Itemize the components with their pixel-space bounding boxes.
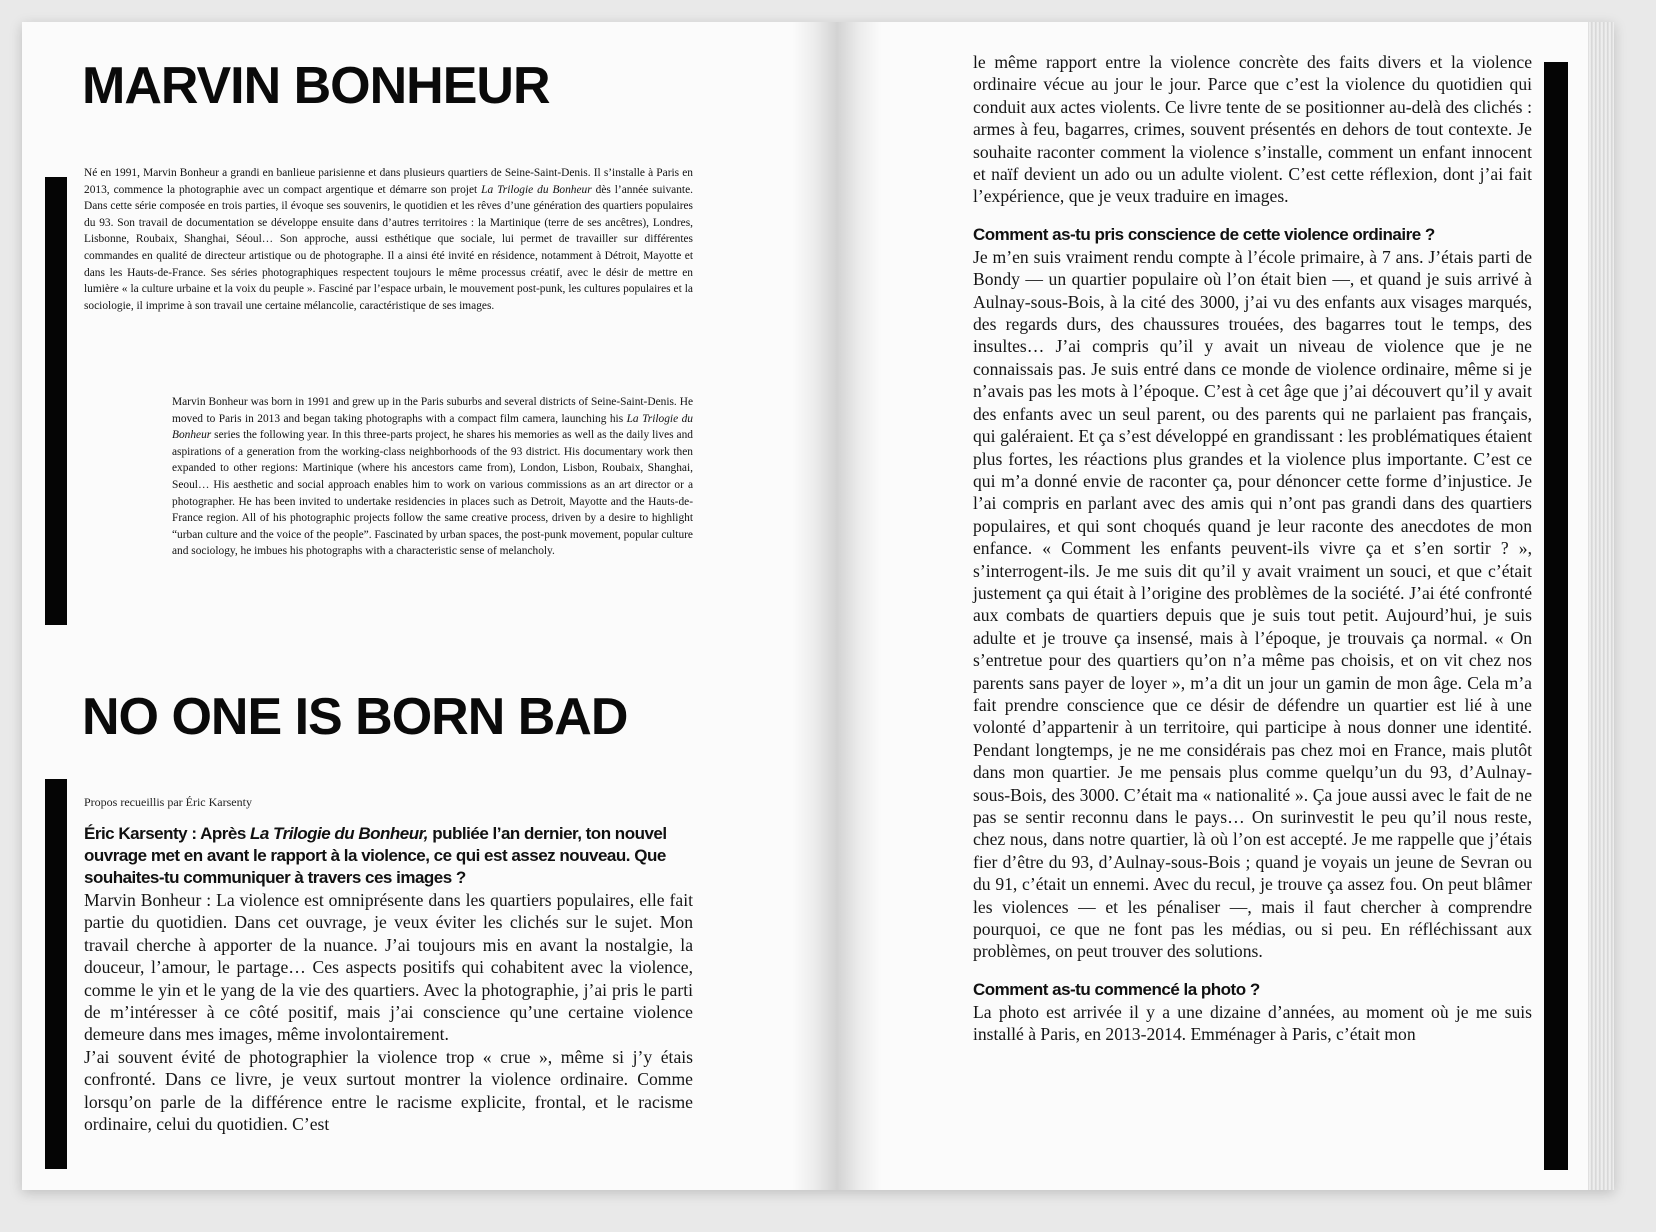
interview-question: Comment as-tu pris conscience de cette violence ordinaire ? [973, 224, 1435, 244]
interview-answer: le même rapport entre la violence concrète des faits divers et la violence ordinaire vécue au jour le jour. Parce que c’est la violence du quotidien qui conduit aux actes violents. Ce livre tente de se positionner au-delà des clichés : armes à feu, bagarres, crimes, souvent présentés en dehors de tout contexte. Je souhaite raconter comment la violence s’installe, comment un enfant innocent et naïf devient un ado ou un adulte violent. C’est cette réflexion, dont j’ai fait l’expérience, que je veux traduire en images. [973, 52, 1532, 207]
black-margin-bar [45, 177, 67, 625]
interview-answer: J’ai souvent évité de photographier la violence trop « crue », même si j’y étais confronté. Dans ce livre, je veux surtout montrer la violence ordinaire. Comme lorsqu’on parle de la différence entre le racisme explicite, frontal, et le racisme ordinaire, celui du quotidien. C’est [84, 1046, 693, 1135]
page-edges [1588, 22, 1614, 1190]
interview-left-column [84, 823, 693, 1135]
interview-question: Éric Karsenty : Après La Trilogie du Bonheur, publiée l’an dernier, ton nouvel ouvrage met en avant le rapport à la violence, ce qui est assez nouveau. Que souhaites-tu communiquer à travers ces images ? [84, 824, 667, 887]
book-gutter-shadow [792, 22, 882, 1190]
interview-answer: La photo est arrivée il y a une dizaine d’années, au moment où je me suis installé à Paris, en 2013-2014. Emménager à Paris, c’était mon [973, 1001, 1532, 1045]
bio-english: Marvin Bonheur was born in 1991 and grew up in the Paris suburbs and several districts of Seine-Saint-Denis. He moved to Paris in 2013 and began taking photographs with a compact film camera, launching his La Trilogie du Bonheur series the following year. In this three-parts project, he shares his memories as well as the daily lives and aspirations of a generation from the working-class neighborhoods of the 93 district. His documentary work then expanded to other regions: Martinique (where his ancestors came from), London, Lisbon, Roubaix, Shanghai, Seoul… His aesthetic and social approach enables him to work on various commissions as an art director or a photographer. He has been invited to undertake residencies in places such as Detroit, Mayotte and the Hauts-de-France region. All of his photographic projects follow the same creative process, driven by a desire to highlight “urban culture and the voice of the people”. Fascinated by urban spaces, the post-punk movement, popular culture and sociology, he imbues his photographs with a characteristic sense of melancholy. [172, 396, 693, 558]
interview-question: Comment as-tu commencé la photo ? [973, 979, 1260, 999]
page-title: MARVIN BONHEUR [82, 57, 550, 115]
bio-french: Né en 1991, Marvin Bonheur a grandi en banlieue parisienne et dans plusieurs quartiers de Seine-Saint-Denis. Il s’installe à Paris en 2013, commence la photographie avec un compact argentique et démarre son projet La Trilogie du Bonheur dès l’année suivante. Dans cette série composée en trois parties, il évoque ses souvenirs, le quotidien et les rêves d’une génération des quartiers populaires du 93. Son travail de documentation se développe ensuite dans d’autres territoires : la Martinique (terre de ses ancêtres), Londres, Lisbonne, Roubaix, Shanghai, Séoul… Son approche, aussi esthétique que sociale, lui permet de travailler sur différentes commandes en qualité de directeur artistique ou de photographe. Il a ainsi été invité en résidence, notamment à Détroit, Mayotte et dans les Hauts-de-France. Ses séries photographiques respectent toujours le même processus créatif, avec le désir de mettre en lumière « la culture urbaine et la voix du peuple ». Fasciné par l’espace urbain, le mouvement post-punk, les cultures populaires et la sociologie, il imprime à son travail une certaine mélancolie, caractéristique de ses images. [84, 167, 694, 312]
interview-answer: Marvin Bonheur : La violence est omniprésente dans les quartiers populaires, elle fait partie du quotidien. Dans cet ouvrage, je veux éviter les clichés sur le sujet. Mon travail cherche à apporter de la nuance. J’ai toujours mis en avant la nostalgie, la douceur, l’amour, le partage… Ces aspects positifs qui cohabitent avec la violence, comme le yin et le yang de la vie des quartiers. Avec la photographie, j’ai pris le parti de m’intéresser à ce côté positif, mais j’ai conscience qu’une certaine violence demeure dans mes images, même involontairement. [84, 890, 693, 1045]
black-margin-bar [45, 779, 67, 1169]
interview-credit: Propos recueillis par Éric Karsenty [84, 795, 252, 809]
interview-right-column [973, 51, 1532, 1046]
book-spread [22, 22, 1614, 1190]
interview-answer: Je m’en suis vraiment rendu compte à l’école primaire, à 7 ans. J’étais parti de Bondy — un quartier populaire où l’on était bien —, et quand je suis arrivé à Aulnay-sous-Bois, à la cité des 3000, j’ai vu des enfants aux visages marqués, des regards durs, des chaussures trouées, des bagarres tout le temps, des insultes… J’ai compris qu’il y avait un niveau de violence que je ne connaissais pas. Je suis entré dans ce monde de violence ordinaire, même si je n’avais pas les mots à l’époque. C’est à cet âge que j’ai découvert qu’il y avait des enfants avec un seul parent, ou des parents qui ne parlaient pas français, qui galéraient. Et ça s’est développé en grandissant : les problématiques étaient plus fortes, les réactions plus grandes et la violence plus importante. C’est ce qui m’a donné envie de raconter ça, pour dénoncer cette forme d’injustice. Je l’ai compris en parlant avec des amis qui n’ont pas grandi dans des quartiers populaires, et qui sont choqués quand je leur raconte des anecdotes de mon enfance. « Comment les enfants peuvent-ils vivre ça et s’en sortir ? », s’interrogent-ils. Je me suis dit qu’il y avait vraiment un souci, et que c’était justement ça qui était à l’origine des problèmes de la société. J’ai été confronté aux combats de quartiers depuis que je suis tout petit. Aujourd’hui, je suis adulte et je trouve ça insensé, mais à l’époque, je trouvais ça normal. « On s’entretue pour des quartiers qu’on n’a même pas choisis, et on vit chez nos parents sans payer de loyer », m’a dit un jour un gamin de mon âge. Cela m’a fait prendre conscience que ce désir de défendre un quartier est lié à une volonté d’appartenir à un territoire, qui participe à nous donner une identité. Pendant longtemps, je ne me considérais pas chez moi en France, mais plutôt dans mon quartier. Je me pensais plus comme quelqu’un du 93, d’Aulnay-sous-Bois, des 3000. C’était ma « nationalité ». Ça joue aussi avec le fait de ne pas se sentir reconnu dans le pays… On surinvestit le peu qu’il nous reste, chez nous, dans notre quartier, là où l’on est accepté. Je me rappelle que j’étais fier d’être du 93, d’Aulnay-sous-Bois ; quand je voyais un jeune de Sevran ou du 91, c’était un ennemi. Avec du recul, je trouve ça assez fou. On peut blâmer les violences — et les pénaliser —, mais il faut chercher à comprendre pourquoi, ce que ne font pas les médias, ou si peu. En réfléchissant aux problèmes, on peut trouver des solutions. [973, 246, 1532, 962]
black-margin-bar [1544, 62, 1568, 1170]
section-title: NO ONE IS BORN BAD [82, 688, 628, 746]
